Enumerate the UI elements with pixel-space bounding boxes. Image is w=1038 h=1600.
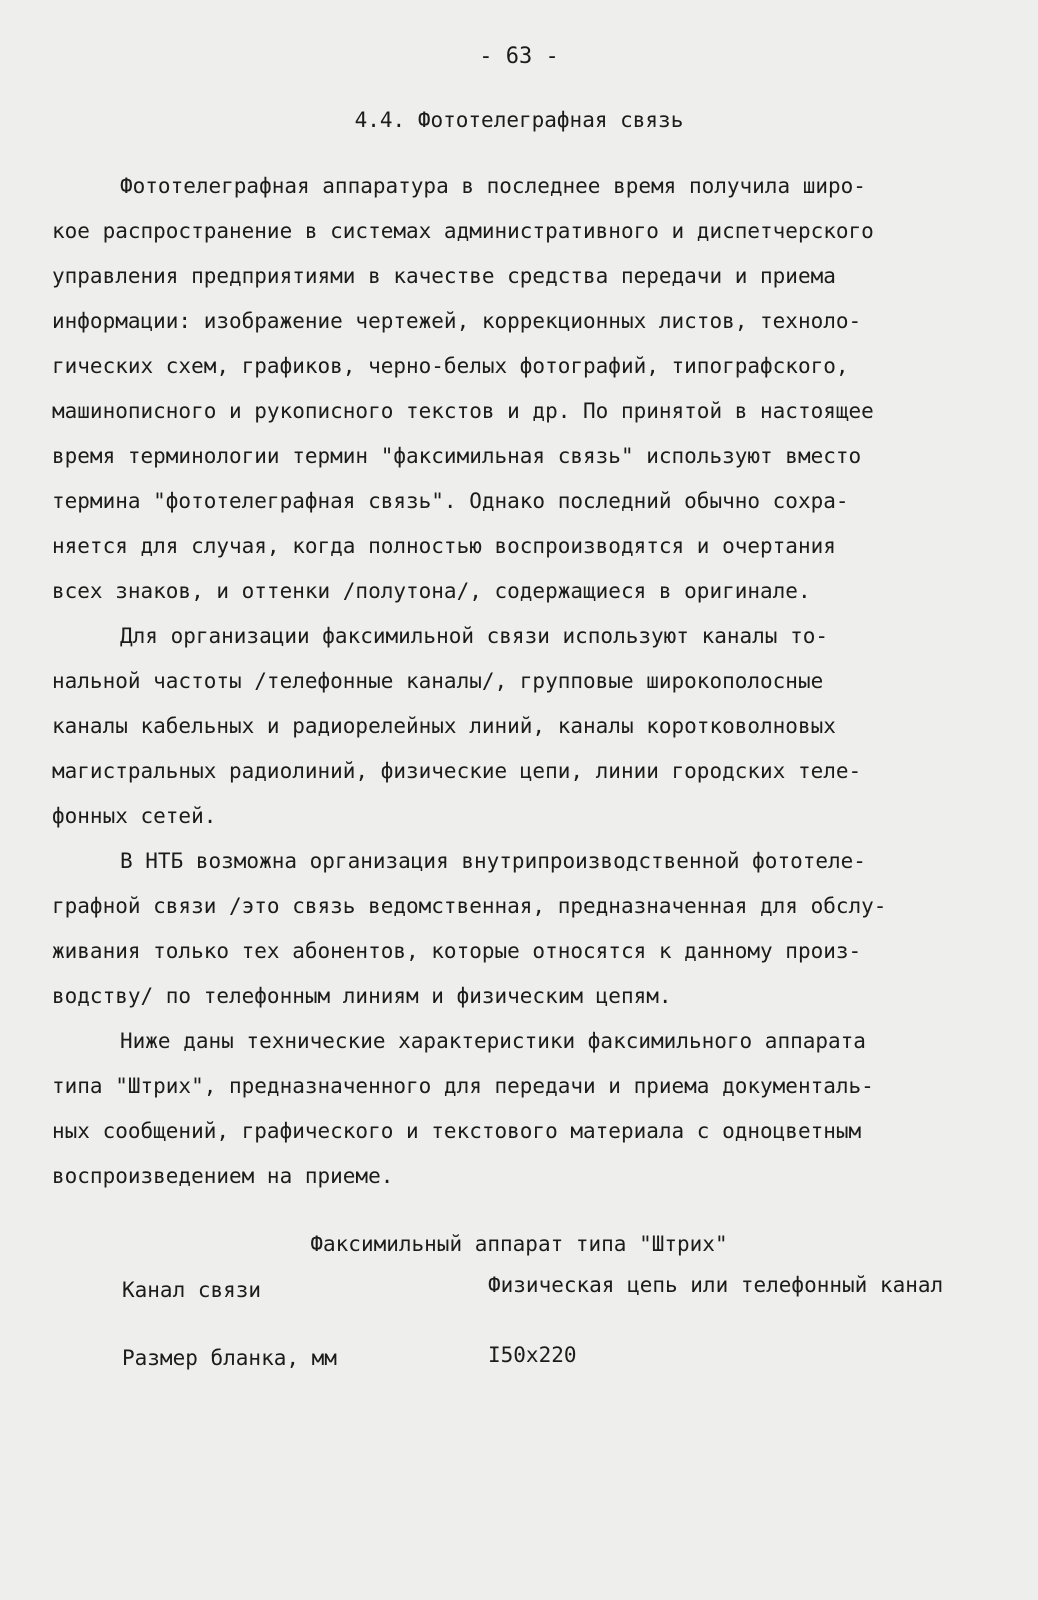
body-line: графной связи /это связь ведомственная, предназначенная для обслу- [52, 894, 887, 918]
spec-label: Канал связи [122, 1278, 262, 1302]
body-line: управления предприятиями в качестве средства передачи и приема [52, 264, 836, 288]
body-line: В НТБ возможна организация внутрипроизводственной фототеле- [120, 849, 866, 873]
body-line: водству/ по телефонным линиям и физическим цепям. [52, 984, 672, 1008]
body-line: всех знаков, и оттенки /полутона/, содержащиеся в оригинале. [52, 579, 811, 603]
body-line: кое распространение в системах административного и диспетчерского [52, 219, 874, 243]
body-line: ных сообщений, графического и текстового материала с одноцветным [52, 1119, 862, 1143]
body-line: машинописного и рукописного текстов и др. По принятой в настоящее [52, 399, 874, 423]
body-line: нальной частоты /телефонные каналы/, групповые широкополосные [52, 669, 824, 693]
body-line: гических схем, графиков, черно-белых фотографий, типографского, [52, 354, 849, 378]
body-line: каналы кабельных и радиорелейных линий, каналы коротковолновых [52, 714, 836, 738]
spec-value: Физическая цепь или телефонный канал [488, 1273, 944, 1297]
body-line: время терминологии термин "факсимильная связь" используют вместо [52, 444, 862, 468]
section-title: 4.4. Фототелеграфная связь [354, 108, 684, 132]
body-line: типа "Штрих", предназначенного для передачи и приема документаль- [52, 1074, 874, 1098]
body-line: няется для случая, когда полностью воспроизводятся и очертания [52, 534, 836, 558]
page-number: - 63 - [479, 44, 559, 69]
body-line: Ниже даны технические характеристики факсимильного аппарата [120, 1029, 866, 1053]
body-line: Фототелеграфная аппаратура в последнее время получила широ- [120, 174, 866, 198]
spec-label: Размер бланка, мм [122, 1346, 337, 1370]
body-line: термина "фототелеграфная связь". Однако последний обычно сохра- [52, 489, 849, 513]
body-line: воспроизведением на приеме. [52, 1164, 394, 1188]
body-line: фонных сетей. [52, 804, 217, 828]
body-line: информации: изображение чертежей, коррекционных листов, техноло- [52, 309, 862, 333]
spec-value: I50x220 [488, 1343, 577, 1367]
body-line: магистральных радиолиний, физические цепи, линии городских теле- [52, 759, 862, 783]
table-title: Факсимильный аппарат типа "Штрих" [310, 1232, 728, 1256]
body-line: Для организации факсимильной связи используют каналы то- [120, 624, 829, 648]
body-line: живания только тех абонентов, которые относятся к данному произ- [52, 939, 862, 963]
